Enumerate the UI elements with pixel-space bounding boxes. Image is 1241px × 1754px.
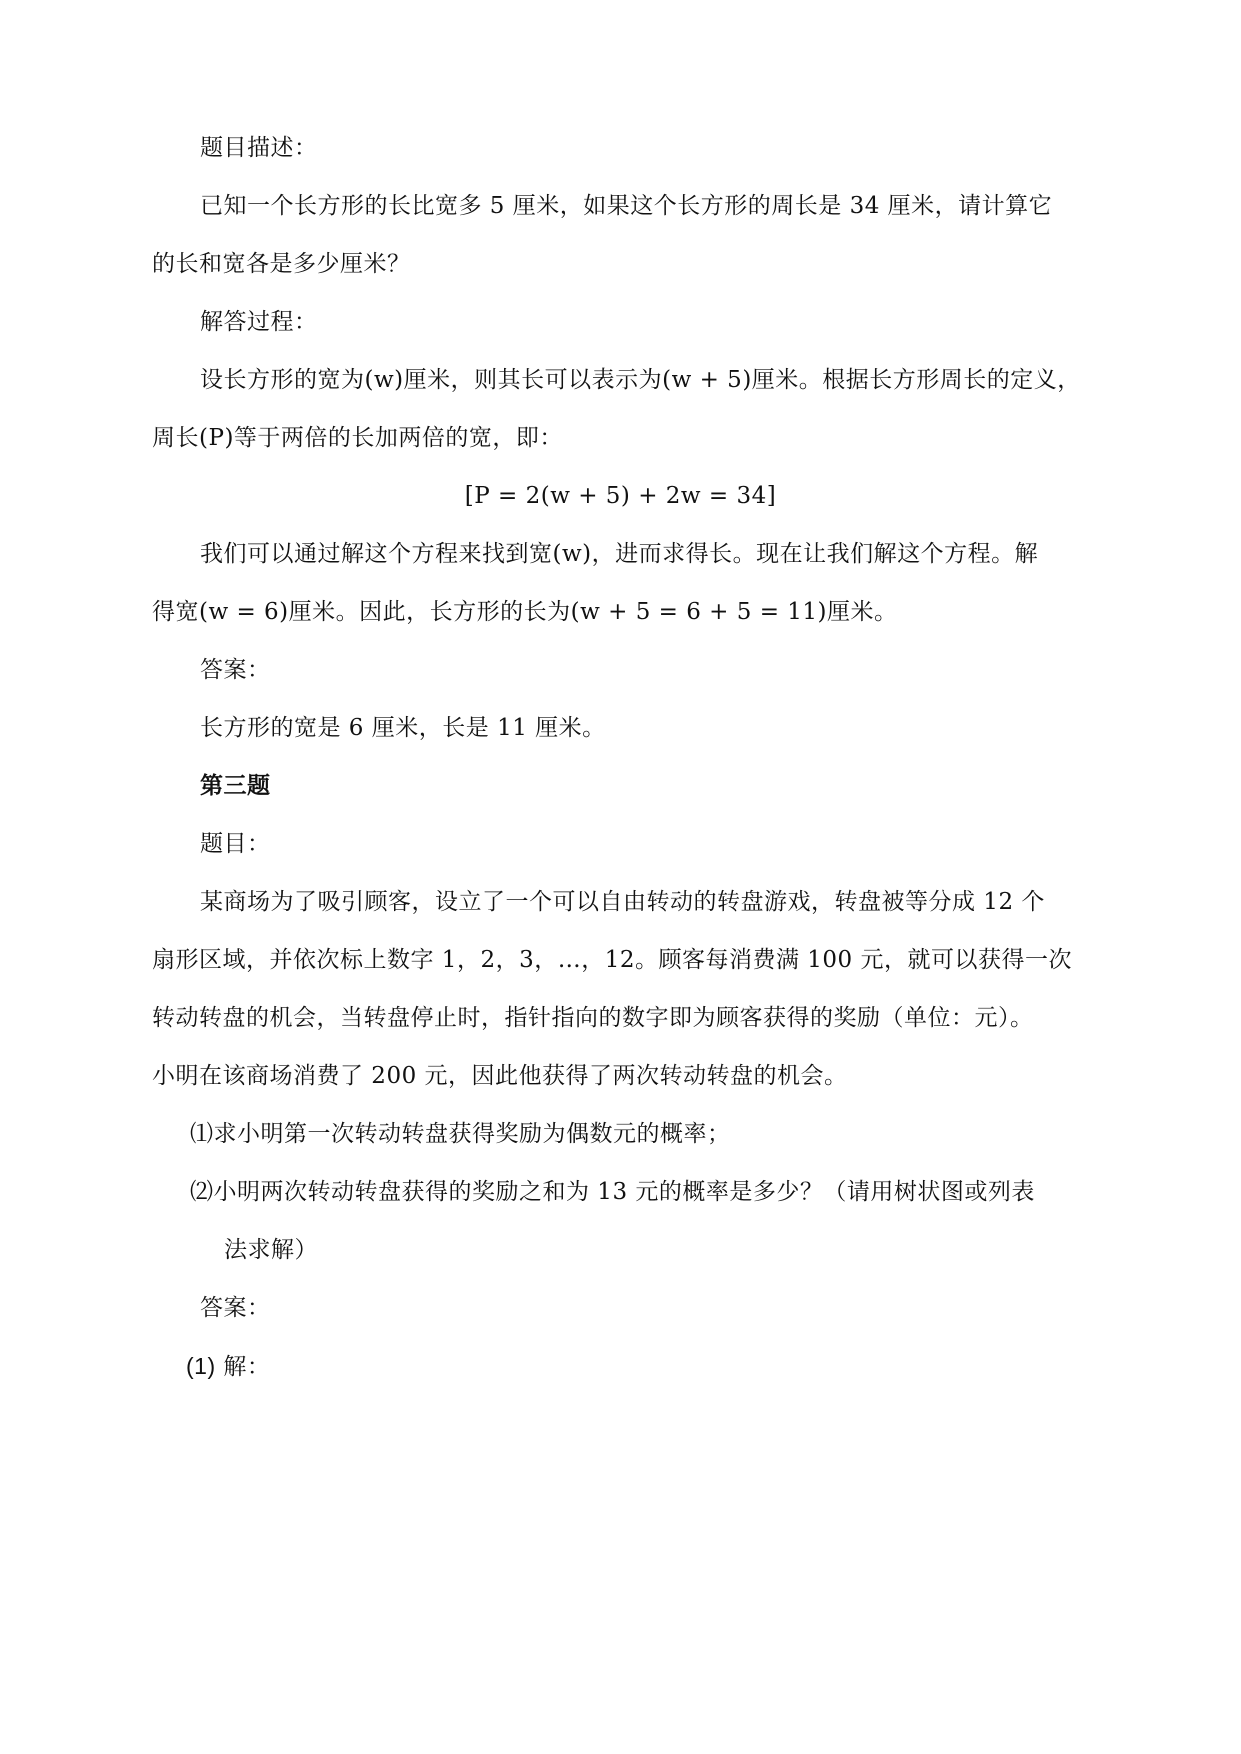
solution-line-4: 得宽(w = 6)厘米。因此，长方形的长为(w + 5 = 6 + 5 = 11)厘米。 xyxy=(152,599,898,625)
problem-line-2: 的长和宽各是多少厘米？ xyxy=(152,251,411,277)
q3-line-3: 转动转盘的机会，当转盘停止时，指针指向的数字即为顾客获得的奖励（单位：元）。 xyxy=(152,1005,1034,1031)
q3-item-2-line-2: 法求解） xyxy=(224,1237,318,1263)
solution-line-3: 我们可以通过解这个方程来找到宽(w)，进而求得长。现在让我们解这个方程。解 xyxy=(200,541,1039,567)
q3-label: 题目： xyxy=(200,831,271,857)
problem-line-1: 已知一个长方形的长比宽多 5 厘米，如果这个长方形的周长是 34 厘米，请计算它 xyxy=(200,193,1053,219)
answer-text: 长方形的宽是 6 厘米，长是 11 厘米。 xyxy=(200,715,606,741)
q3-line-1: 某商场为了吸引顾客，设立了一个可以自由转动的转盘游戏，转盘被等分成 12 个 xyxy=(200,889,1045,915)
solution-label: 解答过程： xyxy=(200,309,318,335)
problem-label: 题目描述： xyxy=(200,135,318,161)
solution-line-1: 设长方形的宽为(w)厘米，则其长可以表示为(w + 5)厘米。根据长方形周长的定义， xyxy=(200,367,1081,393)
answer-label: 答案： xyxy=(200,657,271,683)
q3-answer-part-1 xyxy=(186,1350,270,1383)
section-title: 第三题 xyxy=(200,772,271,799)
part-text: 解： xyxy=(215,1354,271,1380)
q3-answer-label: 答案： xyxy=(200,1295,271,1321)
equation: [P = 2(w + 5) + 2w = 34] xyxy=(464,483,777,509)
part-number: (1) xyxy=(186,1353,216,1379)
q3-line-2: 扇形区域，并依次标上数字 1，2，3，…，12。顾客每消费满 100 元，就可以获得一次 xyxy=(152,947,1072,973)
solution-line-2: 周长(P)等于两倍的长加两倍的宽，即： xyxy=(152,425,563,451)
q3-item-1: ⑴求小明第一次转动转盘获得奖励为偶数元的概率； xyxy=(190,1121,731,1147)
q3-line-4: 小明在该商场消费了 200 元，因此他获得了两次转动转盘的机会。 xyxy=(152,1063,848,1089)
q3-item-2-line-1: ⑵小明两次转动转盘获得的奖励之和为 13 元的概率是多少？（请用树状图或列表 xyxy=(190,1179,1035,1205)
